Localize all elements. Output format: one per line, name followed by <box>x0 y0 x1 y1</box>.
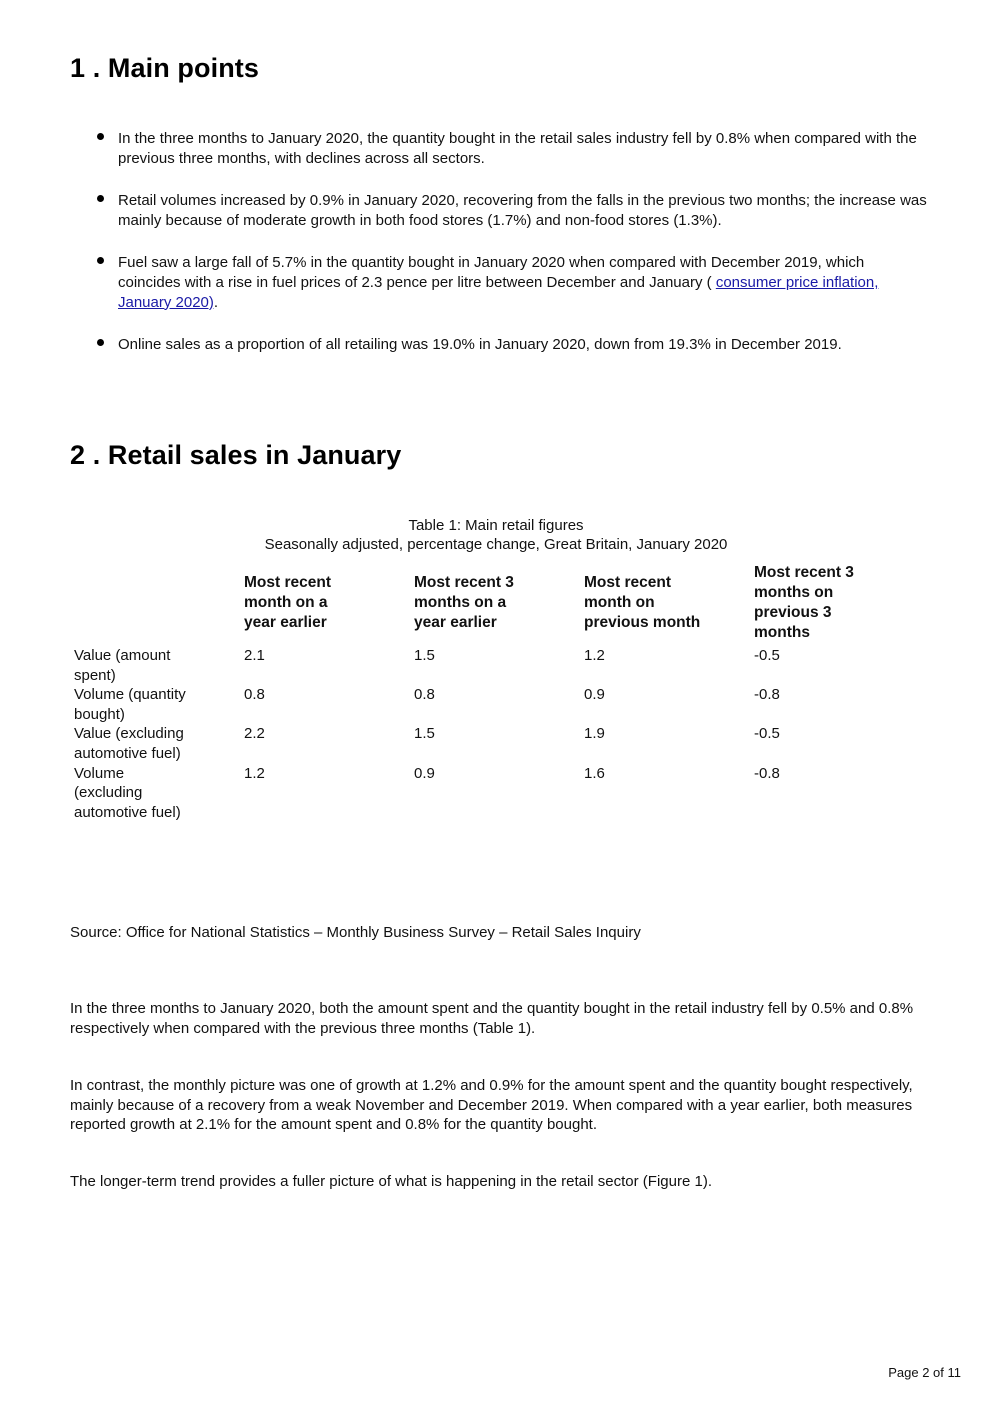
table-cell: 0.8 <box>414 686 435 704</box>
main-points-list <box>97 129 927 378</box>
table-cell: 1.2 <box>244 764 265 782</box>
body-paragraph: The longer-term trend provides a fuller picture of what is happening in the retail sector (Figure 1). <box>70 1173 712 1190</box>
table-row <box>70 685 920 724</box>
bullet-icon <box>97 195 104 202</box>
table-header-cell <box>70 560 240 646</box>
table-row <box>70 764 920 823</box>
section-heading-main-points: 1 . Main points <box>70 53 260 83</box>
table-caption: Table 1: Main retail figures <box>408 517 584 534</box>
main-retail-figures-table <box>70 560 920 822</box>
list-item <box>97 191 927 230</box>
table-row <box>70 646 920 685</box>
table-cell: 0.8 <box>244 686 265 704</box>
table-cell: -0.5 <box>754 725 780 743</box>
table-source: Source: Office for National Statistics – Monthly Business Survey – Retail Sales Inquiry <box>70 924 641 941</box>
row-label-text: Value (amount spent) <box>74 647 171 684</box>
table-header-cell <box>410 560 580 646</box>
table-cell: 1.6 <box>584 764 605 782</box>
bullet-text: Retail volumes increased by 0.9% in January 2020, recovering from the falls in the previous two months; the increase was mainly because of moderate growth in both food stores (1.7%) and non-food stores (1.3%). <box>118 192 927 229</box>
header-label: Most recent month on a year earlier <box>244 574 331 631</box>
bullet-text: Online sales as a proportion of all retailing was 19.0% in January 2020, down from 19.3% in December 2019. <box>118 336 842 354</box>
page-number: Page 2 of 11 <box>888 1365 961 1380</box>
row-label <box>70 724 240 763</box>
table-header-row <box>70 560 920 646</box>
table-cell: -0.8 <box>754 686 780 704</box>
table-cell: -0.5 <box>754 647 780 664</box>
bullet-text: In the three months to January 2020, the quantity bought in the retail sales industry fell by 0.8% when compared with the previous three months, with declines across all sectors. <box>118 130 917 167</box>
table-subcaption: Seasonally adjusted, percentage change, Great Britain, January 2020 <box>264 536 728 553</box>
row-label-text: Volume (quantity bought) <box>74 686 186 723</box>
header-label: Most recent 3 months on a year earlier <box>414 574 514 631</box>
table-cell: 0.9 <box>414 764 435 782</box>
bullet-text: Fuel saw a large fall of 5.7% in the quantity bought in January 2020 when compared with December 2019, which coincides with a rise in fuel prices of 2.3 pence per litre between December and January ( <box>118 254 865 291</box>
bullet-icon <box>97 339 104 346</box>
table-cell: 1.9 <box>584 725 605 743</box>
table-cell: 1.5 <box>414 725 435 743</box>
bullet-tail: . <box>213 293 219 311</box>
bullet-icon <box>97 133 104 140</box>
table-cell: 1.2 <box>584 647 605 664</box>
row-label-text: Volume (excluding automotive fuel) <box>74 764 181 821</box>
table-header-cell <box>580 560 750 646</box>
row-label <box>70 764 240 823</box>
row-label-text: Value (excluding automotive fuel) <box>74 725 184 762</box>
section-heading-retail-sales: 2 . Retail sales in January <box>70 440 402 470</box>
list-item <box>97 129 927 168</box>
table-cell: 0.9 <box>584 686 605 704</box>
list-item <box>97 335 927 355</box>
row-label <box>70 646 240 685</box>
list-item <box>97 253 927 312</box>
table-cell: 2.1 <box>244 647 265 664</box>
consumer-price-inflation-link[interactable]: consumer price inflation, January 2020) <box>118 273 879 311</box>
table-cell: 1.5 <box>414 647 435 664</box>
header-label: Most recent 3 months on previous 3 months <box>754 564 854 641</box>
header-label: Most recent month on previous month <box>584 574 701 631</box>
bullet-icon <box>97 257 104 264</box>
table-cell: -0.8 <box>754 764 780 782</box>
table-row <box>70 724 920 763</box>
row-label <box>70 685 240 724</box>
table-header-cell <box>750 560 920 646</box>
table-header-cell <box>240 560 410 646</box>
body-paragraph: In contrast, the monthly picture was one of growth at 1.2% and 0.9% for the amount spent and the quantity bought respectively, mainly because of a recovery from a weak November and December 2019. When compared with a year earlier, both measures reported growth at 2.1% for the amount spent and 0.8% for the quantity bought. <box>70 1077 913 1134</box>
table-cell: 2.2 <box>244 725 265 743</box>
body-paragraph: In the three months to January 2020, both the amount spent and the quantity bought in the retail industry fell by 0.5% and 0.8% respectively when compared with the previous three months (Table 1). <box>70 1000 914 1037</box>
